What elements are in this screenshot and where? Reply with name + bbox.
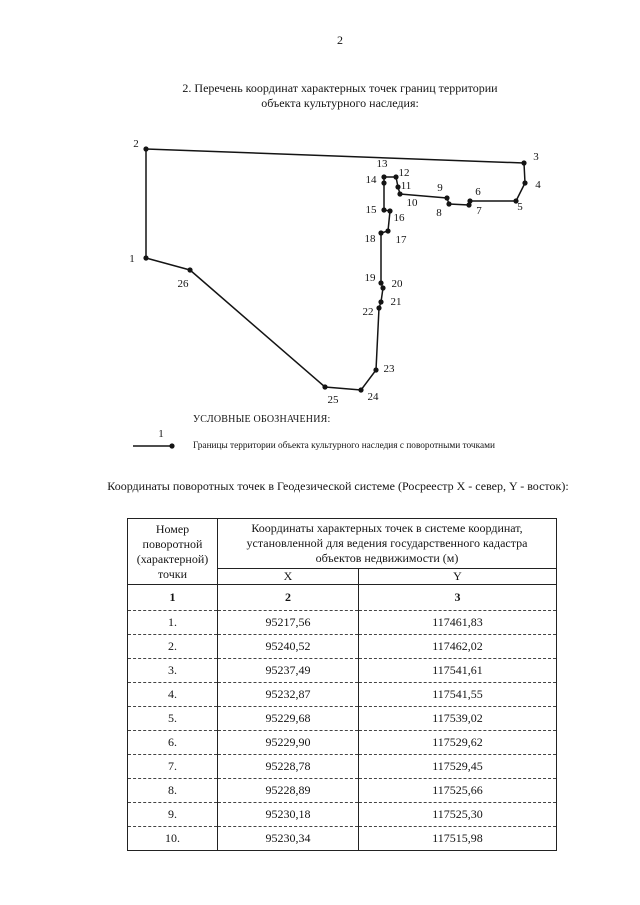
turning-point-label: 26	[177, 278, 189, 290]
turning-point-label: 12	[398, 167, 410, 179]
y-coordinate-cell: 117541,61	[359, 659, 557, 683]
x-coordinate-cell: 95229,90	[218, 731, 359, 755]
turning-point-marker	[143, 255, 148, 260]
point-number-cell: 4.	[128, 683, 218, 707]
turning-point-label: 7	[476, 205, 482, 217]
header-line: Координаты характерных точек в системе координат,	[251, 521, 523, 535]
x-coordinate-cell: 95230,18	[218, 803, 359, 827]
table-row	[128, 827, 557, 851]
turning-point-marker	[378, 230, 383, 235]
turning-point-label: 15	[365, 204, 377, 216]
turning-point-label: 23	[383, 363, 395, 375]
turning-point-marker	[380, 285, 385, 290]
header-line: Номер	[155, 521, 190, 536]
turning-point-label: 25	[327, 394, 339, 406]
column-number: 1	[128, 585, 218, 611]
point-number-cell: 5.	[128, 707, 218, 731]
turning-point-label: 11	[400, 180, 412, 192]
y-header: Y	[359, 569, 557, 585]
header-line: поворотной	[142, 536, 203, 551]
coordinates-heading: Координаты поворотных точек в Геодезической системе (Росреестр X - север, Y - восток):	[107, 479, 569, 493]
turning-point-label: 22	[362, 306, 374, 318]
point-number-header	[128, 519, 218, 585]
turning-point-label: 9	[437, 182, 443, 194]
x-header: X	[218, 569, 359, 585]
turning-point-label: 13	[376, 158, 388, 170]
legend-description: Границы территории объекта культурного наследия с поворотными точками	[193, 441, 495, 451]
turning-point-label: 24	[367, 391, 379, 403]
turning-point-label: 5	[517, 201, 523, 213]
turning-point-label: 8	[436, 207, 442, 219]
turning-point-label: 14	[365, 174, 377, 186]
x-coordinate-cell: 95237,49	[218, 659, 359, 683]
legend-point-marker	[169, 443, 174, 448]
x-coordinate-cell: 95228,89	[218, 779, 359, 803]
point-number-cell: 10.	[128, 827, 218, 851]
header-line: (характерной)	[136, 551, 209, 566]
table-row	[128, 659, 557, 683]
turning-point-marker	[378, 280, 383, 285]
turning-point-label: 16	[393, 212, 405, 224]
table-row	[128, 803, 557, 827]
point-number-cell: 1.	[128, 611, 218, 635]
table-row	[128, 779, 557, 803]
table-row	[128, 611, 557, 635]
point-number-cell: 3.	[128, 659, 218, 683]
section-title-line-1: 2. Перечень координат характерных точек границ территории	[182, 81, 498, 95]
x-coordinate-cell: 95240,52	[218, 635, 359, 659]
x-coordinate-cell: 95228,78	[218, 755, 359, 779]
turning-point-label: 17	[395, 234, 407, 246]
x-coordinate-cell: 95232,87	[218, 683, 359, 707]
table-header-row	[128, 519, 557, 569]
table-row	[128, 731, 557, 755]
x-coordinate-cell: 95230,34	[218, 827, 359, 851]
turning-point-marker	[378, 299, 383, 304]
turning-point-label: 1	[129, 253, 135, 265]
turning-point-marker	[376, 305, 381, 310]
point-number-cell: 9.	[128, 803, 218, 827]
header-line: объектов недвижимости (м)	[315, 551, 459, 565]
boundary-polygon-group	[146, 149, 525, 390]
turning-point-marker	[522, 180, 527, 185]
column-number: 2	[218, 585, 359, 611]
turning-point-label: 6	[475, 186, 481, 198]
turning-point-marker	[381, 174, 386, 179]
turning-point-label: 3	[533, 151, 539, 163]
legend-marker-label: 1	[158, 428, 164, 440]
turning-point-marker	[381, 207, 386, 212]
turning-point-label: 19	[364, 272, 376, 284]
point-number-cell: 8.	[128, 779, 218, 803]
turning-point-label: 20	[391, 278, 403, 290]
turning-point-marker	[521, 160, 526, 165]
column-numbers-row	[128, 585, 557, 611]
table-row	[128, 707, 557, 731]
x-coordinate-cell: 95217,56	[218, 611, 359, 635]
turning-point-marker	[387, 208, 392, 213]
header-line: точки	[157, 566, 188, 581]
turning-point-label: 10	[406, 197, 418, 209]
legend-title: УСЛОВНЫЕ ОБОЗНАЧЕНИЯ:	[193, 414, 331, 425]
x-coordinate-cell: 95229,68	[218, 707, 359, 731]
turning-point-label: 18	[364, 233, 376, 245]
table-row	[128, 683, 557, 707]
turning-point-label: 21	[390, 296, 402, 308]
point-number-cell: 6.	[128, 731, 218, 755]
y-coordinate-cell: 117462,02	[359, 635, 557, 659]
y-coordinate-cell: 117529,45	[359, 755, 557, 779]
y-coordinate-cell: 117539,02	[359, 707, 557, 731]
y-coordinate-cell: 117541,55	[359, 683, 557, 707]
turning-point-marker	[143, 146, 148, 151]
turning-point-marker	[397, 191, 402, 196]
turning-point-marker	[187, 267, 192, 272]
turning-point-label: 2	[133, 138, 139, 150]
table-row	[128, 635, 557, 659]
turning-point-marker	[358, 387, 363, 392]
page-number: 2	[337, 33, 343, 47]
turning-point-label: 4	[535, 179, 541, 191]
y-coordinate-cell: 117525,66	[359, 779, 557, 803]
turning-point-marker	[385, 228, 390, 233]
y-coordinate-cell: 117525,30	[359, 803, 557, 827]
territory-boundary-line	[146, 149, 525, 390]
turning-point-marker	[446, 201, 451, 206]
turning-point-marker	[381, 180, 386, 185]
coordinates-header	[218, 519, 557, 569]
turning-points-group	[143, 146, 527, 392]
section-title-line-2: объекта культурного наследия:	[261, 96, 419, 110]
point-number-cell: 2.	[128, 635, 218, 659]
turning-point-marker	[322, 384, 327, 389]
header-line: установленной для ведения государственного кадастра	[246, 536, 528, 550]
coordinates-table	[127, 518, 557, 851]
y-coordinate-cell: 117515,98	[359, 827, 557, 851]
point-number-cell: 7.	[128, 755, 218, 779]
y-coordinate-cell: 117529,62	[359, 731, 557, 755]
turning-point-marker	[373, 367, 378, 372]
column-number: 3	[359, 585, 557, 611]
legend-marker	[133, 428, 175, 449]
turning-point-marker	[444, 195, 449, 200]
table-row	[128, 755, 557, 779]
turning-point-marker	[466, 202, 471, 207]
y-coordinate-cell: 117461,83	[359, 611, 557, 635]
